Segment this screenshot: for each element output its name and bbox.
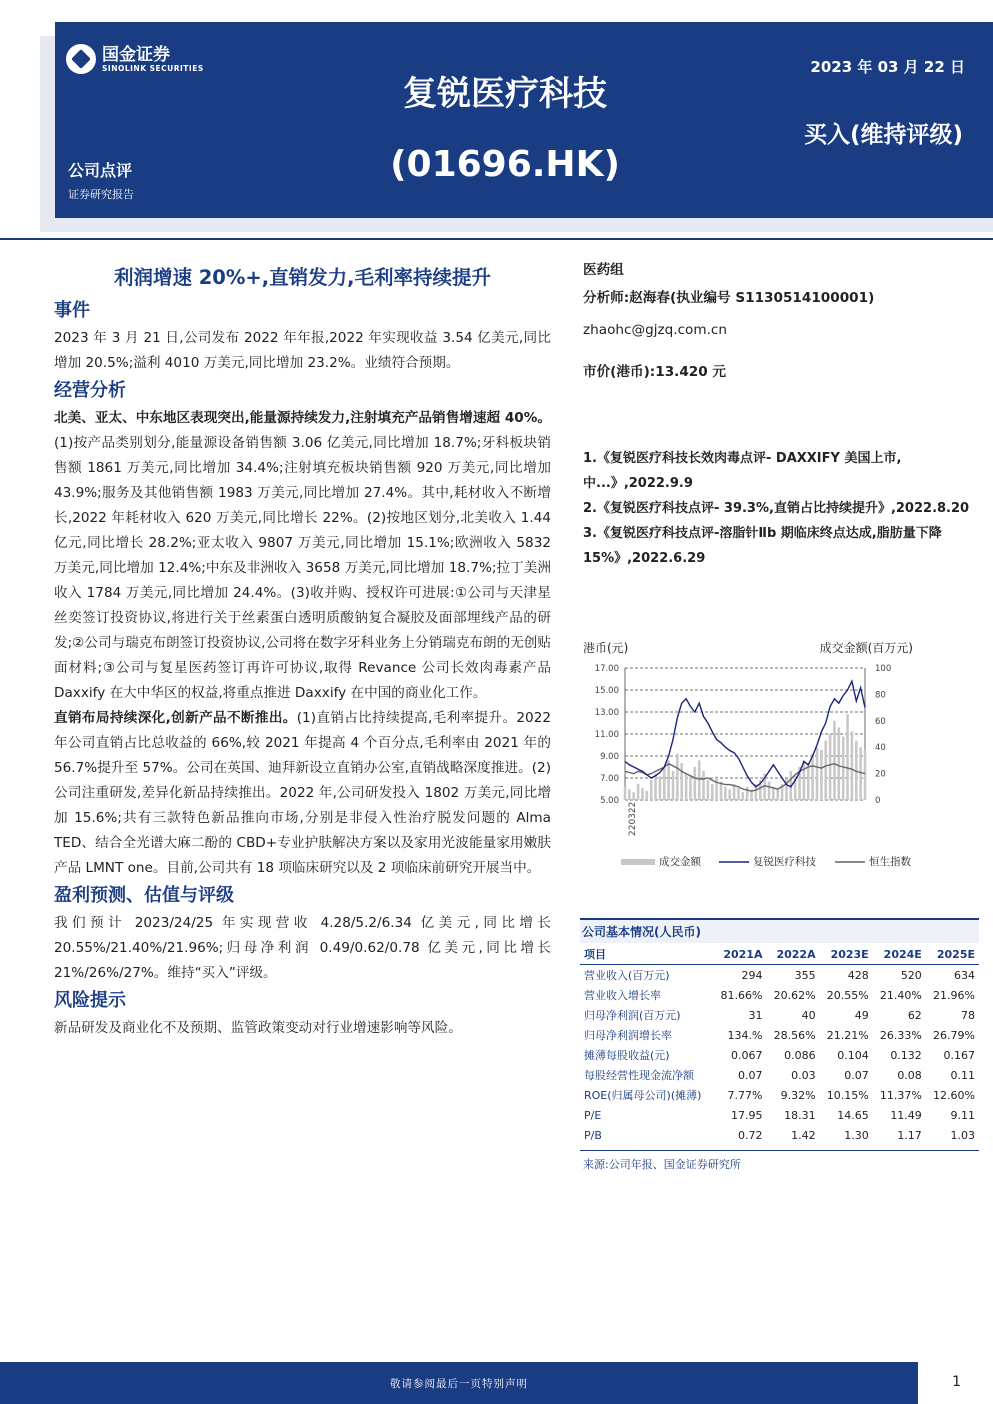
- footer-disclaimer[interactable]: 敬请参阅最后一页特别声明: [390, 1378, 528, 1390]
- paragraph-risk: 新品研发及商业化不及预期、监管政策变动对行业增速影响等风险。: [54, 1020, 462, 1036]
- page-number: 1: [952, 1374, 961, 1390]
- table-cell: 294: [741, 968, 763, 982]
- volume-bar: [864, 750, 867, 800]
- table-row-label: 营业收入(百万元): [584, 969, 670, 982]
- table-cell: 78: [961, 1008, 975, 1022]
- y-tick-left: 17.00: [594, 664, 619, 674]
- table-cell: 21.21%: [826, 1028, 869, 1042]
- volume-bar: [641, 788, 644, 800]
- headline: 利润增速 20%+,直销发力,毛利率持续提升: [113, 266, 492, 289]
- table-cell: 11.37%: [879, 1088, 922, 1102]
- table-cell: 0.104: [837, 1048, 869, 1062]
- table-cell: 49: [854, 1008, 869, 1022]
- table-cell: 0.11: [950, 1068, 975, 1082]
- table-header-cell: 项目: [580, 944, 713, 965]
- table-cell: 10.15%: [826, 1088, 869, 1102]
- analyst-email[interactable]: zhaohc@gjzq.com.cn: [583, 322, 728, 338]
- direct-sales-body: (1)直销占比持续提高,毛利率提升。2022 年公司直销占比总收益的 66%,较 2021 年提高 4 个百分点,毛利率由 2021 年的 56.7%提升至 57%。公司在英国、迪拜新设立直销办公室,直销战略深度推进。(2)公司注重研发,差异化新品持续推出。2022 年,公司研发投入 1802 万美元,同比增加 15.6%;共有三款特色新品推向市场,分别是非侵入性治疗脱发问题的 Alma TED、结合全光谱大麻二酚的 CBD+专业护肤解决方案以及家用光波能量家用嫩肤产品 LMNT one。目前,公司共有 18 项临床研究以及 2 项临床前研究开展当中。: [54, 710, 551, 876]
- report-subtype: 证券研究报告: [68, 188, 134, 201]
- main-column: [54, 262, 551, 1041]
- table-bottom-rule: [580, 1150, 979, 1151]
- table-cell: 40: [801, 1008, 816, 1022]
- table-cell: 0.03: [791, 1068, 816, 1082]
- financial-table: [580, 944, 979, 1145]
- section-operation: 经营分析: [54, 380, 126, 401]
- table-cell: 11.49: [890, 1108, 922, 1122]
- volume-bar: [632, 792, 635, 800]
- table-row-label: P/B: [584, 1128, 602, 1142]
- legend-label: 恒生指数: [869, 856, 911, 868]
- volume-bar: [707, 780, 710, 800]
- x-tick-label: 220322: [628, 801, 638, 836]
- volume-bar: [737, 788, 740, 800]
- company-logo: [66, 44, 204, 74]
- volume-bar: [728, 789, 731, 800]
- report-title: 复锐医疗科技: [403, 74, 607, 114]
- stock-code: (01696.HK): [390, 144, 620, 185]
- volume-bar: [820, 750, 823, 800]
- y-tick-left: 9.00: [600, 752, 619, 762]
- table-header-cell: 2025E: [926, 944, 979, 965]
- table-cell: 18.31: [784, 1108, 816, 1122]
- market-price: 市价(港币):13.420 元: [583, 364, 727, 380]
- report-type: 公司点评: [68, 161, 133, 180]
- right-axis-label: 成交金额(百万元): [819, 641, 913, 655]
- volume-bar: [846, 714, 849, 800]
- volume-bar: [829, 734, 832, 800]
- table-cell: 14.65: [837, 1108, 869, 1122]
- table-cell: 28.56%: [773, 1028, 816, 1042]
- legend-label: 成交金额: [659, 856, 701, 868]
- volume-bar: [715, 776, 718, 800]
- volume-bar: [650, 780, 653, 800]
- table-cell: 0.167: [943, 1048, 975, 1062]
- table-cell: 12.60%: [933, 1088, 975, 1102]
- paragraph-operation: [54, 406, 551, 706]
- table-row: [580, 985, 979, 1005]
- table-cell: 1.03: [950, 1128, 975, 1142]
- volume-bar: [824, 741, 827, 800]
- y-tick-right: 100: [875, 664, 892, 674]
- table-row: [580, 1125, 979, 1145]
- y-tick-right: 0: [875, 796, 881, 806]
- volume-bar: [742, 792, 745, 800]
- volume-bar: [624, 787, 627, 800]
- y-tick-right: 40: [875, 743, 886, 754]
- volume-bar: [851, 731, 854, 800]
- table-cell: 26.79%: [933, 1028, 975, 1042]
- volume-bar: [637, 784, 640, 800]
- paragraph-event: 2023 年 3 月 21 日,公司发布 2022 年年报,2022 年实现收益 3.54 亿美元,同比增加 20.5%;溢利 4010 万美元,同比增加 23.2%。业绩符合预期。: [54, 330, 551, 371]
- table-cell: 81.66%: [720, 988, 763, 1002]
- table-cell: 134.%: [727, 1028, 763, 1042]
- table-row: [580, 1105, 979, 1125]
- volume-bar: [698, 760, 701, 800]
- volume-bar: [711, 784, 714, 800]
- volume-bar: [628, 789, 631, 800]
- volume-bar: [689, 776, 692, 800]
- volume-bar: [833, 721, 836, 800]
- table-cell: 0.08: [897, 1068, 922, 1082]
- y-tick-left: 15.00: [594, 686, 619, 696]
- volume-bar: [654, 774, 657, 800]
- table-cell: 0.086: [784, 1048, 816, 1062]
- volume-bar: [694, 767, 697, 800]
- table-cell: 21.40%: [879, 988, 922, 1002]
- related-report[interactable]: 3.《复锐医疗科技点评-溶脂针Ⅱb 期临床终点达成,脂肪量下降 15%》,2022.6.29: [583, 526, 942, 566]
- paragraph-direct-sales: [54, 706, 551, 881]
- volume-bar: [702, 771, 705, 800]
- volume-bar: [724, 787, 727, 800]
- table-row: [580, 1045, 979, 1065]
- volume-bar: [838, 727, 841, 800]
- table-cell: 31: [748, 1008, 763, 1022]
- y-tick-right: 60: [875, 716, 886, 727]
- volume-bar: [816, 747, 819, 800]
- table-cell: 62: [907, 1008, 922, 1022]
- table-header-cell: 2022A: [766, 944, 819, 965]
- table-cell: 21.96%: [933, 988, 975, 1002]
- table-cell: 0.07: [737, 1068, 763, 1082]
- chart-svg: [583, 636, 913, 876]
- y-tick-left: 7.00: [600, 774, 619, 784]
- related-reports: [583, 446, 978, 571]
- table-cell: 0.07: [844, 1068, 869, 1082]
- volume-bar: [807, 763, 810, 800]
- table-row: [580, 1065, 979, 1085]
- table-cell: 9.32%: [780, 1088, 816, 1102]
- volume-bar: [842, 737, 845, 800]
- table-row-label: 归母净利润增长率: [584, 1029, 672, 1042]
- paragraph-forecast: 我们预计 2023/24/25 年实现营收 4.28/5.2/6.34 亿美元,同比增长 20.55%/21.40%/21.96%;归母净利润 0.49/0.62/0.78 亿美元,同比增长 21%/26%/27%。维持“买入”评级。: [54, 915, 551, 981]
- volume-bar: [672, 771, 675, 800]
- left-axis-label: 港币(元): [583, 641, 629, 655]
- operation-lead: 北美、亚太、中东地区表现突出,能量源持续发力,注射填充产品销售增速超 40%。: [54, 410, 551, 426]
- volume-bar: [676, 754, 679, 800]
- volume-bar: [776, 789, 779, 800]
- operation-body: (1)按产品类别划分,能量源设备销售额 3.06 亿美元,同比增加 18.7%;牙科板块销售额 1861 万美元,同比增加 34.4%;注射填充板块销售额 920 万美元,同比增加 43.9%;服务及其他销售额 1983 万美元,同比增加 27.4%。其中,耗材收入不断增长,2022 年耗材收入 620 万美元,同比增长 22%。(2)按地区划分,北美收入 1.44 亿元,同比增长 28.2%;亚太收入 9807 万美元,同比增加 15.1%;欧洲收入 5832 万美元,同比增加 12.4%;中东及非洲收入 3658 万美元,同比增加 18.7%;拉丁美洲收入 1784 万美元,同比增加 24.4%。(3)收并购、授权许可进展:①公司与天津星丝奕签订投资协议,将进行关于丝素蛋白透明质酸钠复合凝胶及面部埋线产品的研发;②公司与瑞克布朗签订投资协议,公司将在数字牙科业务上分销瑞克布朗的无创贴面材料;③公司与复星医药签订再许可协议,取得 Revance 公司长效肉毒素产品 Daxxify 在大中华区的权益,将重点推进 Daxxify 在中国的商业化工作。: [54, 435, 551, 701]
- related-report[interactable]: 1.《复锐医疗科技长效肉毒点评- DAXXIFY 美国上市,中...》,2022.9.9: [583, 451, 902, 491]
- table-row-label: ROE(归属母公司)(摊薄): [584, 1089, 702, 1102]
- table-row-label: P/E: [584, 1108, 602, 1122]
- research-group: 医药组: [583, 262, 624, 278]
- direct-sales-lead: 直销布局持续深化,创新产品不断推出。: [54, 710, 297, 726]
- table-cell: 20.62%: [773, 988, 816, 1002]
- rating: 买入(维持评级): [803, 122, 963, 148]
- table-cell: 20.55%: [826, 988, 869, 1002]
- table-header-cell: 2023E: [820, 944, 873, 965]
- logo-icon: [66, 44, 96, 74]
- table-row: [580, 1025, 979, 1045]
- report-date: 2023 年 03 月 22 日: [810, 58, 965, 76]
- volume-bar: [659, 776, 662, 800]
- y-tick-left: 5.00: [600, 796, 619, 806]
- volume-bar: [685, 774, 688, 800]
- side-column: [583, 256, 978, 386]
- table-cell: 0.72: [737, 1128, 763, 1142]
- volume-bar: [667, 760, 670, 800]
- related-report[interactable]: 2.《复锐医疗科技点评- 39.3%,直销占比持续提升》,2022.8.20: [583, 501, 970, 516]
- volume-bar: [680, 763, 683, 800]
- logo-cn: 国金证券: [102, 44, 170, 65]
- price-chart: [583, 636, 913, 876]
- table-title: 公司基本情况(人民币): [580, 918, 979, 943]
- logo-en: SINOLINK SECURITIES: [102, 63, 204, 73]
- table-cell: 355: [794, 968, 816, 982]
- legend-label: 复锐医疗科技: [753, 856, 816, 868]
- table-source: 来源:公司年报、国金证券研究所: [583, 1158, 741, 1171]
- volume-bar: [746, 787, 749, 800]
- table-cell: 26.33%: [879, 1028, 922, 1042]
- section-forecast: 盈利预测、估值与评级: [54, 885, 234, 906]
- table-row: [580, 1005, 979, 1025]
- table-cell: 428: [847, 968, 869, 982]
- table-row-label: 营业收入增长率: [584, 989, 661, 1002]
- legend-swatch-volume: [621, 859, 655, 865]
- table-cell: 634: [954, 968, 975, 982]
- table-row: [580, 965, 979, 986]
- volume-bar: [811, 754, 814, 800]
- y-tick-right: 20: [875, 769, 886, 780]
- table-header-cell: 2021A: [713, 944, 766, 965]
- table-cell: 9.11: [950, 1108, 975, 1122]
- volume-bar: [803, 760, 806, 800]
- table-row-label: 摊薄每股收益(元): [584, 1049, 670, 1062]
- table-cell: 1.30: [844, 1128, 869, 1142]
- y-tick-left: 13.00: [594, 708, 619, 718]
- table-row-label: 每股经营性现金流净额: [584, 1069, 694, 1082]
- analyst: 分析师:赵海春(执业编号 S1130514100001): [583, 290, 875, 306]
- volume-bar: [646, 791, 649, 800]
- volume-bar: [859, 747, 862, 800]
- table-cell: 1.17: [897, 1128, 922, 1142]
- table-row: [580, 1085, 979, 1105]
- table-cell: 17.95: [730, 1108, 763, 1122]
- table-cell: 0.132: [890, 1048, 922, 1062]
- table-cell: 1.42: [791, 1128, 816, 1142]
- table-cell: 0.067: [730, 1048, 763, 1062]
- table-cell: 520: [900, 968, 922, 982]
- volume-bar: [768, 782, 771, 800]
- section-event: 事件: [54, 300, 90, 321]
- table-header-row: [580, 944, 979, 965]
- table-row-label: 归母净利润(百万元): [584, 1009, 681, 1022]
- y-tick-right: 80: [875, 690, 886, 701]
- section-risk: 风险提示: [54, 990, 126, 1011]
- table-header-cell: 2024E: [873, 944, 926, 965]
- divider: [0, 238, 993, 240]
- table-cell: 7.77%: [727, 1088, 763, 1102]
- y-tick-left: 11.00: [594, 730, 619, 740]
- volume-bar: [663, 767, 666, 800]
